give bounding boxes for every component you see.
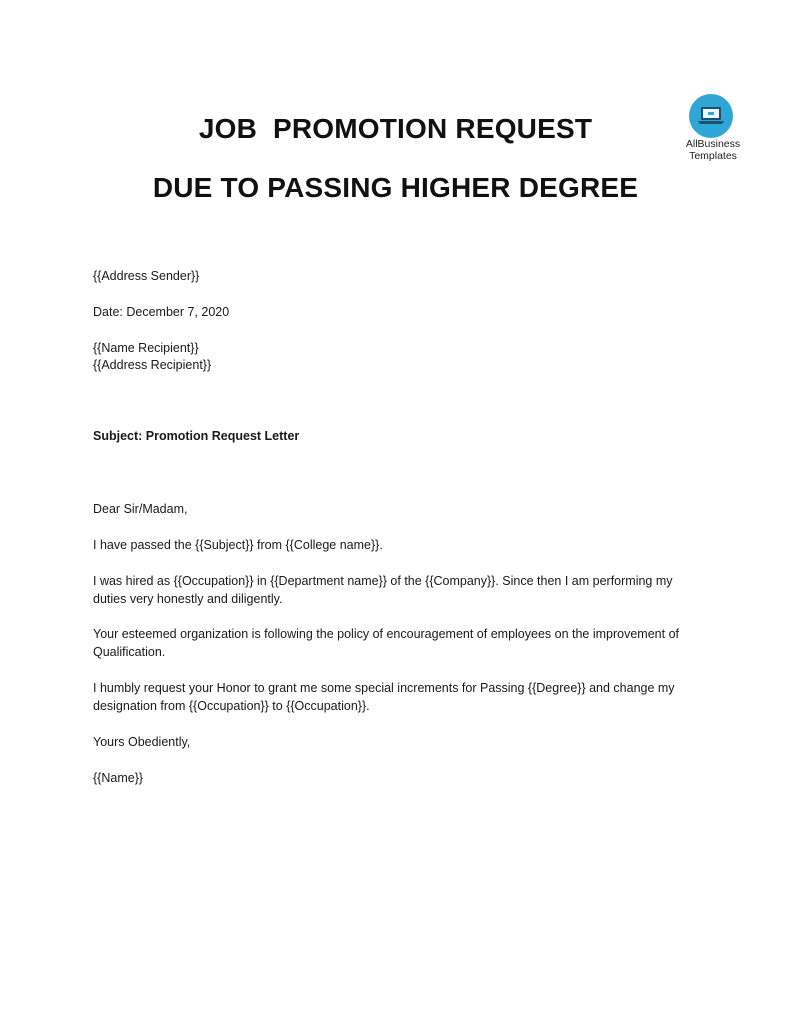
paragraph-degree-passed: I have passed the {{Subject}} from {{College name}}. — [93, 538, 383, 552]
signature-name: {{Name}} — [93, 771, 144, 785]
allbusiness-templates-logo — [676, 94, 750, 166]
logo-wordmark — [676, 138, 750, 162]
paragraph-request: I humbly request your Honor to grant me some special increments for Passing {{Degree}} and change my designation from {{Occupation}} to {{Occupation}}. — [93, 681, 675, 713]
salutation: Dear Sir/Madam, — [93, 502, 188, 516]
logo-circle — [689, 94, 733, 138]
logo-text-line-1: AllBusiness — [685, 138, 741, 150]
paragraph-organization-policy: Your esteemed organization is following the policy of encouragement of employees on the improvement of Qualification. — [93, 627, 679, 659]
recipient-address: {{Address Recipient}} — [93, 358, 212, 372]
laptop-icon — [697, 105, 725, 127]
sender-address: {{Address Sender}} — [93, 269, 200, 283]
paragraph-employment: I was hired as {{Occupation}} in {{Department name}} of the {{Company}}. Since then I am performing my duties very honestly and diligently. — [93, 574, 673, 606]
logo-text-line-2: Templates — [689, 150, 737, 162]
letter-subject: Subject: Promotion Request Letter — [93, 429, 300, 443]
document-title-line-1: JOB PROMOTION REQUEST — [198, 113, 593, 144]
letter-date: Date: December 7, 2020 — [93, 305, 230, 319]
recipient-name: {{Name Recipient}} — [93, 341, 199, 355]
document-title-line-2: DUE TO PASSING HIGHER DEGREE — [152, 172, 639, 203]
closing: Yours Obediently, — [93, 735, 191, 749]
